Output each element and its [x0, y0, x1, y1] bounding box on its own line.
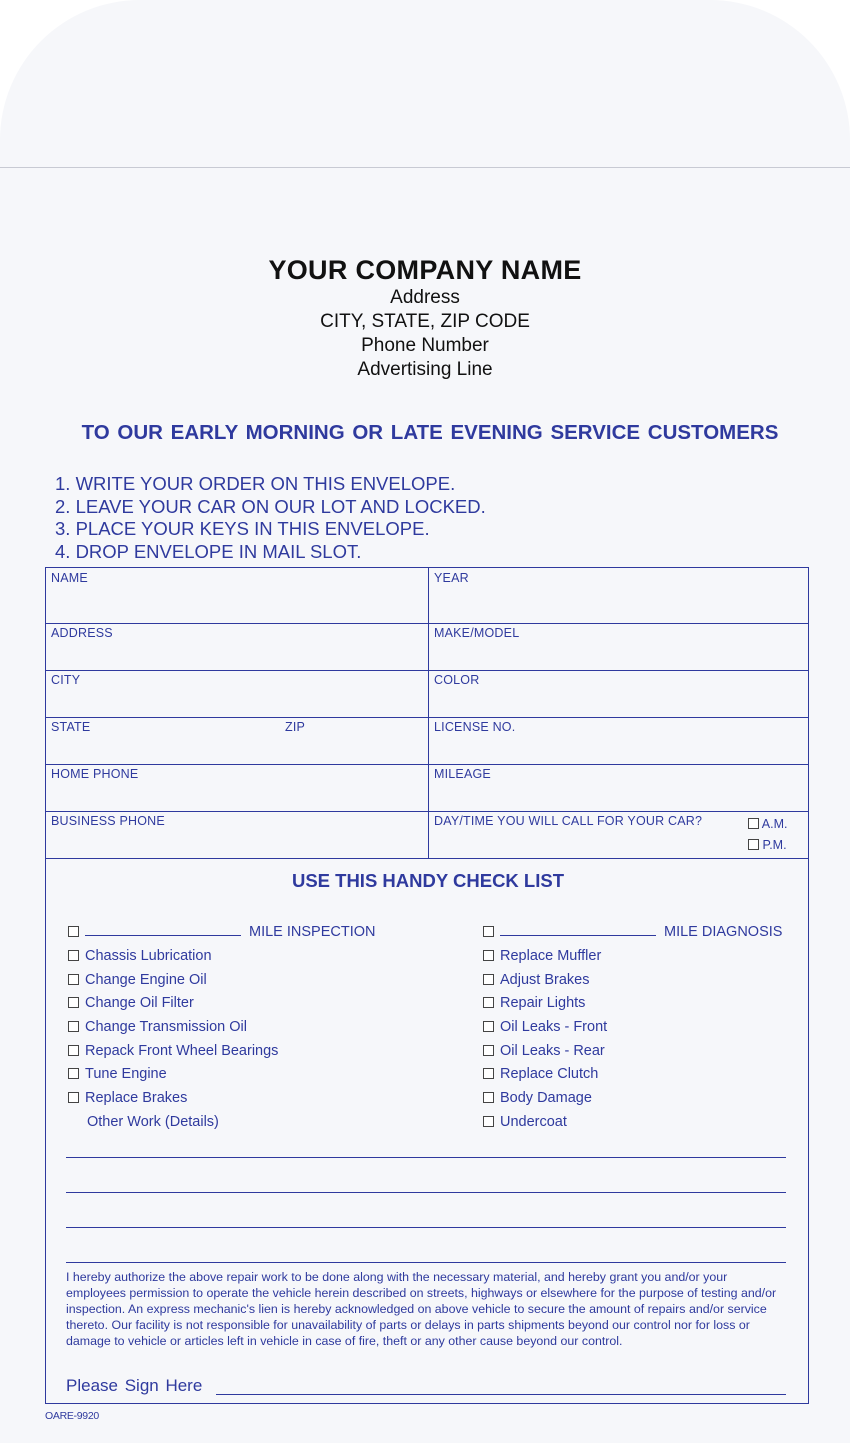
home-phone-field-label[interactable]: HOME PHONE: [51, 767, 139, 781]
checklist-item-label: Oil Leaks - Front: [500, 1019, 608, 1035]
license-field-label[interactable]: LICENSE NO.: [434, 720, 516, 734]
form-code: OARE-9920: [45, 1410, 99, 1422]
city-field-label[interactable]: CITY: [51, 673, 81, 687]
mile-diagnosis-label: MILE DIAGNOSIS: [664, 924, 783, 940]
checklist-item-label: Change Transmission Oil: [85, 1019, 247, 1035]
checklist-item[interactable]: [68, 1066, 167, 1082]
checklist-item[interactable]: [68, 948, 212, 964]
envelope-flap: [0, 0, 850, 168]
checkbox[interactable]: [68, 1068, 79, 1079]
checkbox[interactable]: [68, 950, 79, 961]
mile-diagnosis-blank[interactable]: [500, 934, 656, 936]
checklist-item[interactable]: [68, 1043, 278, 1059]
checkbox[interactable]: [68, 974, 79, 985]
zip-field-label[interactable]: ZIP: [285, 720, 306, 734]
call-time-field-label[interactable]: DAY/TIME YOU WILL CALL FOR YOUR CAR?: [434, 814, 703, 828]
company-name: YOUR COMPANY NAME: [268, 255, 582, 285]
business-phone-field-label[interactable]: BUSINESS PHONE: [51, 814, 165, 828]
company-city-state-zip: CITY, STATE, ZIP CODE: [320, 311, 530, 332]
am-option[interactable]: [748, 817, 788, 831]
checkbox[interactable]: [68, 997, 79, 1008]
checklist-item[interactable]: [68, 972, 207, 988]
address-field-label[interactable]: ADDRESS: [51, 626, 113, 640]
checklist-item-label: Repack Front Wheel Bearings: [85, 1043, 279, 1059]
signature-line[interactable]: [216, 1394, 786, 1395]
row-divider: [46, 670, 808, 671]
row-divider: [46, 717, 808, 718]
am-checkbox[interactable]: [748, 818, 759, 829]
checklist-item[interactable]: [483, 972, 589, 988]
mile-inspection-item[interactable]: [68, 924, 376, 940]
checkbox[interactable]: [68, 1092, 79, 1103]
checklist-item[interactable]: [483, 1114, 567, 1130]
checklist-item-label: Chassis Lubrication: [85, 948, 212, 964]
mile-diagnosis-checkbox[interactable]: [483, 926, 494, 937]
am-label: A.M.: [761, 817, 788, 831]
row-divider: [46, 764, 808, 765]
make-model-field-label[interactable]: MAKE/MODEL: [434, 626, 520, 640]
mileage-field-label[interactable]: MILEAGE: [434, 767, 491, 781]
work-detail-line[interactable]: [66, 1157, 786, 1158]
checklist-item[interactable]: [68, 1019, 247, 1035]
work-detail-line[interactable]: [66, 1227, 786, 1228]
checklist-item-label: Replace Muffler: [500, 948, 602, 964]
checkbox[interactable]: [483, 950, 494, 961]
checklist-item-label: Repair Lights: [500, 995, 586, 1011]
name-field-label[interactable]: NAME: [51, 571, 88, 585]
order-form: [45, 567, 809, 1404]
checkbox[interactable]: [483, 974, 494, 985]
checkbox[interactable]: [483, 1045, 494, 1056]
checklist-item[interactable]: [483, 1090, 592, 1106]
step-2: 2. LEAVE YOUR CAR ON OUR LOT AND LOCKED.: [55, 495, 486, 517]
checklist-item-label: Replace Clutch: [500, 1066, 599, 1082]
checklist-item[interactable]: [68, 1090, 187, 1106]
work-detail-line[interactable]: [66, 1262, 786, 1263]
checkbox[interactable]: [483, 997, 494, 1008]
row-divider: [46, 858, 808, 859]
pm-checkbox[interactable]: [748, 839, 759, 850]
checklist-item-label: Adjust Brakes: [500, 972, 590, 988]
step-4: 4. DROP ENVELOPE IN MAIL SLOT.: [55, 540, 362, 562]
checklist-item[interactable]: [483, 948, 601, 964]
sign-label: Please Sign Here: [66, 1376, 203, 1395]
checklist-item-label: Change Engine Oil: [85, 972, 207, 988]
row-divider: [46, 811, 808, 812]
pm-option[interactable]: [748, 838, 787, 852]
column-divider: [428, 568, 429, 859]
checklist-item[interactable]: [483, 995, 585, 1011]
checklist-item[interactable]: [483, 1019, 607, 1035]
company-block: [0, 255, 850, 382]
checklist-title: USE THIS HANDY CHECK LIST: [291, 870, 565, 891]
checkbox[interactable]: [483, 1092, 494, 1103]
checkbox[interactable]: [483, 1068, 494, 1079]
row-divider: [46, 623, 808, 624]
service-headline: TO OUR EARLY MORNING OR LATE EVENING SERVICE CUSTOMERS: [81, 421, 779, 444]
checklist-item[interactable]: [68, 995, 194, 1011]
step-1: 1. WRITE YOUR ORDER ON THIS ENVELOPE.: [55, 473, 456, 494]
mile-diagnosis-item[interactable]: [483, 924, 782, 940]
mile-inspection-label: MILE INSPECTION: [249, 924, 376, 940]
pm-label: P.M.: [762, 838, 787, 852]
step-3: 3. PLACE YOUR KEYS IN THIS ENVELOPE.: [55, 518, 430, 539]
checkbox[interactable]: [68, 1045, 79, 1056]
instruction-steps: [55, 473, 486, 563]
checkbox[interactable]: [483, 1021, 494, 1032]
mile-inspection-blank[interactable]: [85, 934, 241, 936]
company-advertising: Advertising Line: [357, 359, 493, 380]
mile-inspection-checkbox[interactable]: [68, 926, 79, 937]
checklist-item-label: Replace Brakes: [85, 1090, 188, 1106]
checklist-item-label: Body Damage: [500, 1090, 592, 1106]
checklist-item-label: Undercoat: [500, 1114, 567, 1130]
state-field-label[interactable]: STATE: [51, 720, 91, 734]
company-phone: Phone Number: [361, 335, 489, 356]
color-field-label[interactable]: COLOR: [434, 673, 480, 687]
checkbox[interactable]: [483, 1116, 494, 1127]
checklist-item[interactable]: [483, 1043, 605, 1059]
checklist-item-label: Oil Leaks - Rear: [500, 1043, 605, 1059]
checklist-item-label: Change Oil Filter: [85, 995, 194, 1011]
company-address: Address: [390, 287, 460, 308]
checkbox[interactable]: [68, 1021, 79, 1032]
work-detail-line[interactable]: [66, 1192, 786, 1193]
other-work-label: Other Work (Details): [87, 1114, 219, 1130]
year-field-label[interactable]: YEAR: [434, 571, 469, 585]
checklist-item[interactable]: [483, 1066, 598, 1082]
authorization-text: I hereby authorize the above repair work to be done along with the necessary material, and hereby grant you and/or your employees permission to operate the vehicle herein described on streets, highways or elsewhere for the purpose of testing and/or inspection. An express mechanic's lien is hereby acknowledged on above vehicle to secure the amount of repairs and/or service thereto. Our facility is not responsible for unavailability of parts or delays in parts shipments beyond our control nor for loss or damage to vehicle or articles left in vehicle in case of fire, theft or any other cause beyond our control.: [66, 1270, 777, 1348]
checklist-item-label: Tune Engine: [85, 1066, 167, 1082]
